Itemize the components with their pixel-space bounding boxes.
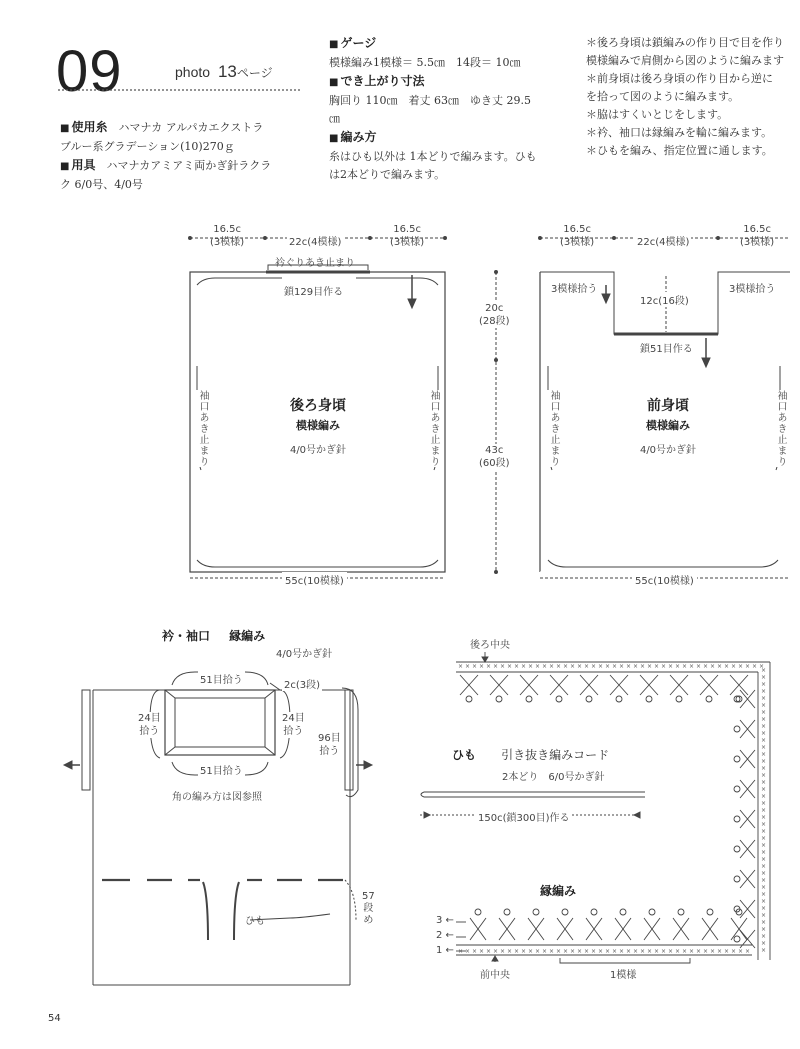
tie-stitch: 引き抜き編みコード bbox=[501, 748, 610, 762]
edging-x-mark: × bbox=[647, 948, 653, 955]
collar-heading bbox=[162, 625, 265, 644]
edging-x-mark: × bbox=[556, 663, 562, 670]
edging-x-mark: × bbox=[761, 793, 767, 800]
edging-x-mark: × bbox=[761, 667, 767, 674]
edging-x-mark: × bbox=[696, 948, 702, 955]
back-hook: 4/0号かぎ針 bbox=[289, 445, 347, 456]
edging-x-mark: × bbox=[710, 948, 716, 955]
edging-x-mark: × bbox=[738, 948, 744, 955]
edging-cross-mark bbox=[470, 918, 486, 940]
edging-x-mark: × bbox=[761, 730, 767, 737]
edging-loop-mark bbox=[504, 909, 510, 915]
edging-x-mark: × bbox=[661, 663, 667, 670]
edging-loop-mark bbox=[533, 909, 539, 915]
edging-cross-mark bbox=[702, 918, 718, 940]
edging-row1: 1 ← bbox=[436, 945, 454, 956]
edging-x-mark: × bbox=[761, 758, 767, 765]
edging-loop-mark bbox=[646, 696, 652, 702]
tie-detail: 2本どり 6/0号かぎ針 bbox=[502, 772, 605, 783]
collar-stitch: 縁編み bbox=[229, 629, 266, 643]
back-armhole-left: 袖口あき止まり bbox=[197, 390, 208, 467]
note-line: ＊後ろ身頃は鎖編みの作り目で目を作り bbox=[586, 36, 784, 49]
edging-x-mark: × bbox=[493, 663, 499, 670]
edging-x-mark: × bbox=[761, 835, 767, 842]
edging-x-mark: × bbox=[761, 940, 767, 947]
edging-cross-mark bbox=[740, 750, 755, 768]
photo-page: 13 bbox=[217, 62, 237, 81]
edging-x-mark: × bbox=[542, 663, 548, 670]
front-width-mid: 22c(4模様) bbox=[635, 233, 691, 248]
edging-x-mark: × bbox=[761, 849, 767, 856]
edging-x-mark: × bbox=[640, 663, 646, 670]
collar-right-pick-unit: 拾う bbox=[283, 726, 304, 737]
edging-cross-mark bbox=[670, 675, 688, 695]
yarn-line2: ブルー系グラデーション(10)270ｇ bbox=[60, 140, 235, 153]
photo-suffix: ページ bbox=[236, 66, 273, 80]
edging-chart bbox=[456, 652, 770, 963]
edging-x-mark: × bbox=[598, 663, 604, 670]
edging-loop-mark bbox=[466, 696, 472, 702]
page-number: 54 bbox=[48, 1013, 61, 1024]
edging-x-mark: × bbox=[500, 948, 506, 955]
edging-x-mark: × bbox=[549, 948, 555, 955]
side-top-dim bbox=[479, 302, 510, 328]
edging-cross-mark bbox=[673, 918, 689, 940]
front-hook: 4/0号かぎ針 bbox=[639, 445, 697, 456]
front-width-left-sub: (3模様) bbox=[560, 237, 595, 248]
back-width-left bbox=[210, 223, 244, 249]
edging-x-mark: × bbox=[759, 663, 765, 670]
edging-x-mark: × bbox=[668, 663, 674, 670]
edging-x-mark: × bbox=[647, 663, 653, 670]
edging-x-mark: × bbox=[761, 709, 767, 716]
back-armhole-right: 袖口あき止まり bbox=[428, 390, 439, 467]
edging-loop-mark bbox=[734, 726, 740, 732]
front-width-right-sub: (3模様) bbox=[740, 237, 775, 248]
back-width-right-sub: (3模様) bbox=[390, 237, 425, 248]
edging-x-mark: × bbox=[528, 948, 534, 955]
yarn-title: ■ 使用糸 bbox=[60, 120, 107, 134]
back-width-right-value: 16.5c bbox=[393, 224, 421, 235]
edging-repeat: 1模様 bbox=[610, 970, 637, 981]
edging-x-mark: × bbox=[738, 663, 744, 670]
edging-back-center: 後ろ中央 bbox=[470, 640, 510, 651]
edging-x-mark: × bbox=[633, 948, 639, 955]
edging-loop-mark bbox=[734, 786, 740, 792]
edging-loop-mark bbox=[616, 696, 622, 702]
edging-cross-mark bbox=[499, 918, 515, 940]
edging-x-mark: × bbox=[682, 663, 688, 670]
method-line1: 糸はひも以外は 1本どりで編みます。ひも bbox=[329, 150, 537, 163]
edging-x-mark: × bbox=[654, 663, 660, 670]
edging-title: 縁編み bbox=[540, 884, 577, 898]
row3-number: 3 bbox=[436, 915, 443, 926]
edging-cross-mark bbox=[460, 675, 478, 695]
row2-number: 2 bbox=[436, 930, 443, 941]
edging-cross-mark bbox=[580, 675, 598, 695]
edging-x-mark: × bbox=[479, 948, 485, 955]
collar-diagram bbox=[64, 672, 372, 985]
edging-loop-mark bbox=[586, 696, 592, 702]
gauge-line1: 模様編み1模様＝ 5.5㎝ 14段＝ 10㎝ bbox=[329, 56, 521, 69]
tool-line1: ハマナカアミアミ両かぎ針ラクラ bbox=[106, 159, 272, 172]
edging-cross-mark bbox=[520, 675, 538, 695]
edging-x-mark: × bbox=[761, 926, 767, 933]
edging-cross-mark bbox=[740, 840, 755, 858]
tie-length: 150c(鎖300目)作る bbox=[475, 809, 572, 824]
edging-x-mark: × bbox=[612, 948, 618, 955]
side-top-value: 20c bbox=[485, 303, 504, 314]
edging-x-mark: × bbox=[479, 663, 485, 670]
edging-x-mark: × bbox=[528, 663, 534, 670]
collar-tie-label: ひも bbox=[245, 916, 265, 927]
edging-x-mark: × bbox=[682, 948, 688, 955]
collar-hook: 4/0号かぎ針 bbox=[276, 649, 333, 660]
edging-loop-mark bbox=[475, 909, 481, 915]
front-pattern: 模様編み bbox=[646, 419, 690, 432]
edging-x-mark: × bbox=[458, 663, 464, 670]
edging-x-mark: × bbox=[731, 948, 737, 955]
edging-cross-mark bbox=[700, 675, 718, 695]
edging-loop-mark bbox=[676, 696, 682, 702]
front-width-left bbox=[560, 223, 594, 249]
front-armhole-left: 袖口あき止まり bbox=[548, 390, 559, 467]
edging-loop-mark bbox=[526, 696, 532, 702]
edging-x-mark: × bbox=[717, 948, 723, 955]
back-pattern: 模様編み bbox=[296, 419, 340, 432]
edging-x-mark: × bbox=[486, 663, 492, 670]
edging-loop-mark bbox=[556, 696, 562, 702]
collar-sleeve-pick bbox=[318, 732, 341, 758]
method-title: ■ 編み方 bbox=[329, 128, 537, 148]
edging-x-mark: × bbox=[761, 681, 767, 688]
edging-x-mark: × bbox=[626, 948, 632, 955]
edging-x-mark: × bbox=[761, 800, 767, 807]
edging-loop-mark bbox=[496, 696, 502, 702]
edging-x-mark: × bbox=[640, 948, 646, 955]
edging-loop-mark bbox=[620, 909, 626, 915]
edging-x-mark: × bbox=[521, 663, 527, 670]
edging-row3: 3 ← bbox=[436, 915, 454, 926]
front-title: 前身頃 bbox=[647, 398, 689, 414]
edging-x-mark: × bbox=[745, 663, 751, 670]
side-bottom-dim bbox=[479, 444, 510, 470]
edging-x-mark: × bbox=[577, 948, 583, 955]
edging-loop-mark bbox=[678, 909, 684, 915]
edging-loop-mark bbox=[734, 936, 740, 942]
note-line: ＊脇はすくいとじをします。 bbox=[586, 108, 729, 121]
edging-x-mark: × bbox=[654, 948, 660, 955]
edging-x-mark: × bbox=[761, 877, 767, 884]
edging-x-mark: × bbox=[761, 674, 767, 681]
edging-cross-mark bbox=[610, 675, 628, 695]
edging-x-mark: × bbox=[689, 948, 695, 955]
side-top-rows: (28段) bbox=[479, 316, 510, 327]
edging-x-mark: × bbox=[465, 663, 471, 670]
edging-cross-mark bbox=[557, 918, 573, 940]
edging-x-mark: × bbox=[703, 663, 709, 670]
row1-number: 1 bbox=[436, 945, 443, 956]
edging-cross-mark bbox=[740, 720, 755, 738]
edging-cross-mark bbox=[740, 810, 755, 828]
side-bottom-value: 43c bbox=[485, 445, 504, 456]
edging-x-mark: × bbox=[724, 948, 730, 955]
edging-x-mark: × bbox=[507, 663, 513, 670]
edging-x-mark: × bbox=[619, 663, 625, 670]
row57-unit: 段 bbox=[363, 903, 374, 914]
edging-x-mark: × bbox=[605, 948, 611, 955]
edging-front-center: 前中央 bbox=[480, 970, 510, 981]
edging-x-mark: × bbox=[696, 663, 702, 670]
edging-x-mark: × bbox=[514, 948, 520, 955]
edging-x-mark: × bbox=[605, 663, 611, 670]
edging-top-crosses bbox=[458, 663, 767, 702]
edging-x-mark: × bbox=[472, 663, 478, 670]
yarn-line1: ハマナカ アルパカエクストラ bbox=[118, 121, 264, 134]
edging-x-mark: × bbox=[577, 663, 583, 670]
edging-x-mark: × bbox=[724, 663, 730, 670]
edging-x-mark: × bbox=[612, 663, 618, 670]
edging-x-mark: × bbox=[761, 842, 767, 849]
edging-cross-mark bbox=[740, 780, 755, 798]
collar-row57 bbox=[362, 891, 375, 927]
collar-left-pick-value: 24目 bbox=[138, 713, 161, 724]
edging-x-mark: × bbox=[717, 663, 723, 670]
collar-bottom-pick: 51目拾う bbox=[198, 762, 245, 777]
edging-x-mark: × bbox=[761, 716, 767, 723]
edging-x-mark: × bbox=[563, 663, 569, 670]
edging-x-mark: × bbox=[761, 702, 767, 709]
edging-x-mark: × bbox=[761, 751, 767, 758]
edging-side-crosses bbox=[734, 667, 766, 954]
edging-x-mark: × bbox=[761, 688, 767, 695]
method-line2: は2本どりで編みます。 bbox=[329, 168, 446, 181]
edging-x-mark: × bbox=[761, 786, 767, 793]
collar-left-pick-unit: 拾う bbox=[139, 726, 160, 737]
edging-x-mark: × bbox=[761, 765, 767, 772]
row57-number: 57 bbox=[362, 891, 375, 902]
edging-x-mark: × bbox=[584, 948, 590, 955]
edging-x-mark: × bbox=[761, 919, 767, 926]
edging-x-mark: × bbox=[591, 948, 597, 955]
collar-title: 衿・袖口 bbox=[162, 629, 211, 643]
edging-x-mark: × bbox=[745, 948, 751, 955]
edging-cross-mark bbox=[640, 675, 658, 695]
edging-x-mark: × bbox=[761, 905, 767, 912]
edging-x-mark: × bbox=[761, 737, 767, 744]
edging-bottom-crosses bbox=[458, 909, 750, 955]
edging-x-mark: × bbox=[591, 663, 597, 670]
photo-label: photo bbox=[175, 64, 211, 80]
edging-x-mark: × bbox=[563, 948, 569, 955]
edging-loop-mark bbox=[734, 876, 740, 882]
note-line: を拾って図のように編みます。 bbox=[586, 90, 740, 103]
edging-x-mark: × bbox=[675, 948, 681, 955]
collar-height: 2c(3段) bbox=[282, 676, 322, 691]
edging-cross-mark bbox=[615, 918, 631, 940]
edging-x-mark: × bbox=[472, 948, 478, 955]
edging-x-mark: × bbox=[761, 814, 767, 821]
edging-x-mark: × bbox=[619, 948, 625, 955]
gauge-title: ■ ゲージ bbox=[329, 34, 537, 54]
back-width-left-sub: (3模様) bbox=[210, 237, 245, 248]
edging-loop-mark bbox=[591, 909, 597, 915]
collar-sleeve-pick-value: 96目 bbox=[318, 733, 341, 744]
edging-x-mark: × bbox=[668, 948, 674, 955]
edging-x-mark: × bbox=[731, 663, 737, 670]
edging-x-mark: × bbox=[465, 948, 471, 955]
edging-x-mark: × bbox=[761, 933, 767, 940]
edging-x-mark: × bbox=[761, 821, 767, 828]
edging-x-mark: × bbox=[761, 695, 767, 702]
edging-cross-mark bbox=[740, 900, 755, 918]
side-bottom-rows: (60段) bbox=[479, 458, 510, 469]
edging-cross-mark bbox=[644, 918, 660, 940]
front-armhole-right: 袖口あき止まり bbox=[775, 390, 786, 467]
edging-x-mark: × bbox=[675, 663, 681, 670]
edging-cross-mark bbox=[740, 870, 755, 888]
edging-x-mark: × bbox=[626, 663, 632, 670]
collar-sleeve-pick-unit: 拾う bbox=[319, 746, 340, 757]
note-line: 模様編みで肩側から図のように編みます bbox=[586, 54, 784, 67]
edging-x-mark: × bbox=[598, 948, 604, 955]
collar-top-pick: 51目拾う bbox=[198, 671, 245, 686]
back-chain: 鎖129目作る bbox=[284, 287, 344, 298]
back-body-title bbox=[270, 395, 366, 456]
tie-heading bbox=[452, 744, 609, 763]
edging-loop-mark bbox=[649, 909, 655, 915]
front-width-left-value: 16.5c bbox=[563, 224, 591, 235]
edging-x-mark: × bbox=[500, 663, 506, 670]
back-width-left-value: 16.5c bbox=[213, 224, 241, 235]
pattern-number: 09 bbox=[56, 39, 123, 104]
collar-right-pick-value: 24目 bbox=[282, 713, 305, 724]
front-width-right-value: 16.5c bbox=[743, 224, 771, 235]
edging-x-mark: × bbox=[752, 663, 758, 670]
tool-title: ■ 用具 bbox=[60, 158, 95, 172]
edging-x-mark: × bbox=[514, 663, 520, 670]
edging-x-mark: × bbox=[761, 863, 767, 870]
edging-loop-mark bbox=[706, 696, 712, 702]
finished-line1: 胸回り 110㎝ 着丈 63㎝ ゆき丈 29.5 bbox=[329, 94, 531, 107]
edging-x-mark: × bbox=[761, 912, 767, 919]
edging-x-mark: × bbox=[570, 663, 576, 670]
back-neck-stop: 衿ぐりあき止まり bbox=[275, 258, 355, 269]
edging-x-mark: × bbox=[549, 663, 555, 670]
edging-cross-mark bbox=[490, 675, 508, 695]
edging-x-mark: × bbox=[486, 948, 492, 955]
front-body-title bbox=[620, 395, 716, 456]
tool-line2: ク 6/0号、4/0号 bbox=[60, 178, 143, 191]
edging-x-mark: × bbox=[761, 870, 767, 877]
edging-x-mark: × bbox=[761, 779, 767, 786]
front-pick-left: 3模様拾う bbox=[551, 284, 598, 295]
back-bottom: 55c(10模様) bbox=[282, 572, 347, 587]
edging-loop-mark bbox=[734, 756, 740, 762]
edging-row2: 2 ← bbox=[436, 930, 454, 941]
edging-x-mark: × bbox=[689, 663, 695, 670]
edging-x-mark: × bbox=[761, 884, 767, 891]
edging-x-mark: × bbox=[761, 807, 767, 814]
edging-cross-mark bbox=[730, 675, 748, 695]
front-neck-depth: 12c(16段) bbox=[638, 292, 691, 307]
edging-x-mark: × bbox=[507, 948, 513, 955]
edging-x-mark: × bbox=[761, 947, 767, 954]
edging-loop-mark bbox=[562, 909, 568, 915]
edging-x-mark: × bbox=[542, 948, 548, 955]
collar-right-pick bbox=[282, 712, 305, 738]
front-chain: 鎖51目作る bbox=[640, 344, 693, 355]
edging-x-mark: × bbox=[633, 663, 639, 670]
collar-corner-note: 角の編み方は図参照 bbox=[172, 792, 262, 803]
edging-x-mark: × bbox=[570, 948, 576, 955]
edging-x-mark: × bbox=[556, 948, 562, 955]
edging-x-mark: × bbox=[493, 948, 499, 955]
finished-line2: ㎝ bbox=[329, 112, 340, 125]
edging-x-mark: × bbox=[761, 723, 767, 730]
edging-x-mark: × bbox=[761, 744, 767, 751]
collar-left-pick bbox=[138, 712, 161, 738]
front-width-right bbox=[740, 223, 774, 249]
back-title: 後ろ身頃 bbox=[290, 398, 346, 414]
front-bottom: 55c(10模様) bbox=[632, 572, 697, 587]
edging-x-mark: × bbox=[761, 891, 767, 898]
tie-title: ひも bbox=[452, 748, 477, 762]
edging-loop-mark bbox=[734, 816, 740, 822]
edging-x-mark: × bbox=[761, 898, 767, 905]
note-line: ＊前身頃は後ろ身頃の作り目から逆に bbox=[586, 72, 773, 85]
edging-x-mark: × bbox=[458, 948, 464, 955]
edging-loop-mark bbox=[734, 846, 740, 852]
edging-cross-mark bbox=[528, 918, 544, 940]
edging-x-mark: × bbox=[761, 856, 767, 863]
edging-x-mark: × bbox=[584, 663, 590, 670]
edging-x-mark: × bbox=[761, 828, 767, 835]
edging-cross-mark bbox=[586, 918, 602, 940]
edging-x-mark: × bbox=[535, 663, 541, 670]
edging-x-mark: × bbox=[521, 948, 527, 955]
edging-loop-mark bbox=[707, 909, 713, 915]
row57-suffix: め bbox=[363, 915, 374, 926]
edging-x-mark: × bbox=[761, 772, 767, 779]
edging-x-mark: × bbox=[710, 663, 716, 670]
note-line: ＊衿、袖口は縁編みを輪に編みます。 bbox=[586, 126, 773, 139]
front-pick-right: 3模様拾う bbox=[729, 284, 776, 295]
back-width-right bbox=[390, 223, 424, 249]
note-line: ＊ひもを編み、指定位置に通します。 bbox=[586, 144, 773, 157]
finished-title: ■ でき上がり寸法 bbox=[329, 72, 537, 92]
back-width-mid: 22c(4模様) bbox=[287, 233, 343, 248]
edging-cross-mark bbox=[550, 675, 568, 695]
edging-x-mark: × bbox=[703, 948, 709, 955]
edging-x-mark: × bbox=[661, 948, 667, 955]
edging-x-mark: × bbox=[535, 948, 541, 955]
